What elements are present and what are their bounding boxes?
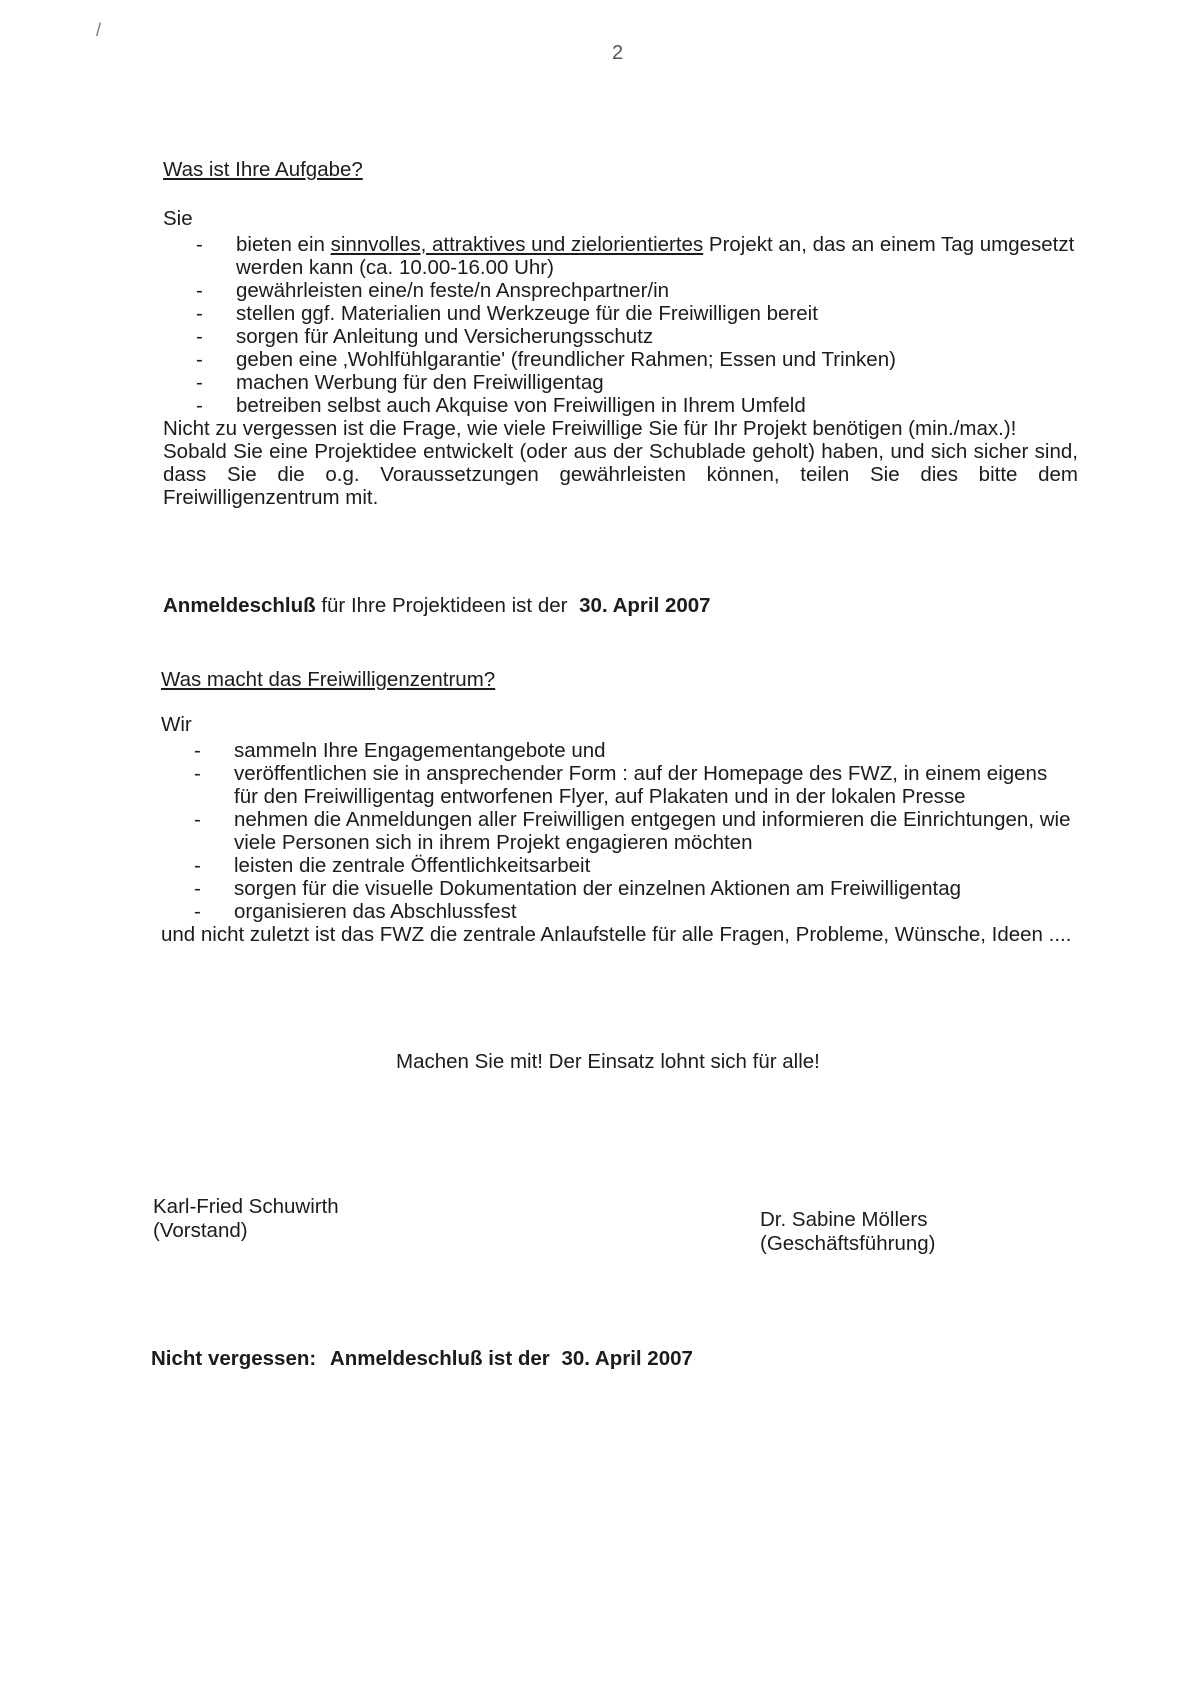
signature-right-role: (Geschäftsführung) [760,1232,936,1255]
section-center [161,668,1076,946]
footer-reminder [151,1347,693,1371]
list-item: - stellen ggf. Materialien und Werkzeuge für die Freiwilligen bereit [163,302,1078,325]
paragraph: Nicht zu vergessen ist die Frage, wie viele Freiwillige Sie für Ihr Projekt benötigen (min./max.)! [163,417,1017,440]
list-item: - nehmen die Anmeldungen aller Freiwilligen entgegen und informieren die Einrichtungen, wie viele Personen sich in ihrem Projekt engagieren möchten [161,808,1076,854]
list-item: - gewährleisten eine/n feste/n Ansprechpartner/in [163,279,1078,302]
section-center-intro: Wir [161,713,192,736]
deadline-line [163,594,1078,617]
paragraph: Sobald Sie eine Projektidee entwickelt (oder aus der Schublade geholt) haben, und sich sicher sind, dass Sie die o.g. Voraussetzungen gewährleisten können, teilen Sie dies bitte dem Freiwilligenzentrum mit. [163,440,1078,509]
list-item-text: Projekt an, das an einem Tag umgesetzt werden kann (ca. 10.00-16.00 Uhr) [236,233,1075,279]
signature-left-role: (Vorstand) [153,1219,248,1242]
list-item: - machen Werbung für den Freiwilligentag [163,371,1078,394]
signature-left-name: Karl-Fried Schuwirth [153,1195,339,1218]
list-item: - leisten die zentrale Öffentlichkeitsarbeit [161,854,1076,877]
footer-text: Anmeldeschluß ist der [329,1347,550,1370]
section-center-heading: Was macht das Freiwilligenzentrum? [161,668,496,691]
footer-date: 30. April 2007 [561,1347,693,1370]
list-item: - sorgen für die visuelle Dokumentation der einzelnen Aktionen am Freiwilligentag [161,877,1076,900]
section-tasks-intro: Sie [163,207,193,230]
deadline-date: 30. April 2007 [579,594,711,617]
corner-mark: / [96,20,102,40]
center-list [161,739,1076,923]
section-tasks [163,158,1078,509]
signature-left [153,1195,339,1243]
closing-line: Machen Sie mit! Der Einsatz lohnt sich für alle! [396,1050,820,1073]
section-tasks-heading: Was ist Ihre Aufgabe? [163,158,363,181]
task-list [163,233,1078,417]
list-item: - sorgen für Anleitung und Versicherungsschutz [163,325,1078,348]
footer-label: Nicht vergessen: [151,1347,317,1370]
list-item: - geben eine ‚Wohlfühlgarantie' (freundlicher Rahmen; Essen und Trinken) [163,348,1078,371]
list-item [163,233,1078,279]
page-number: 2 [612,42,624,64]
list-item: - organisieren das Abschlussfest [161,900,1076,923]
list-item: - sammeln Ihre Engagementangebote und [161,739,1076,762]
list-item-emphasis: sinnvolles, attraktives und zielorientiertes [330,233,704,256]
signature-right [760,1208,935,1256]
list-item: - veröffentlichen sie in ansprechender Form : auf der Homepage des FWZ, in einem eigens für den Freiwilligentag entworfenen Flyer, auf Plakaten und in der lokalen Presse [161,762,1076,808]
signature-right-name: Dr. Sabine Möllers [760,1208,928,1231]
deadline-label: Anmeldeschluß [163,594,316,617]
list-item-text: bieten ein [236,233,331,256]
deadline-text: für Ihre Projektideen ist der [315,594,574,617]
list-item: - betreiben selbst auch Akquise von Freiwilligen in Ihrem Umfeld [163,394,1078,417]
paragraph: und nicht zuletzt ist das FWZ die zentrale Anlaufstelle für alle Fragen, Probleme, Wünsche, Ideen .... [161,923,1072,946]
